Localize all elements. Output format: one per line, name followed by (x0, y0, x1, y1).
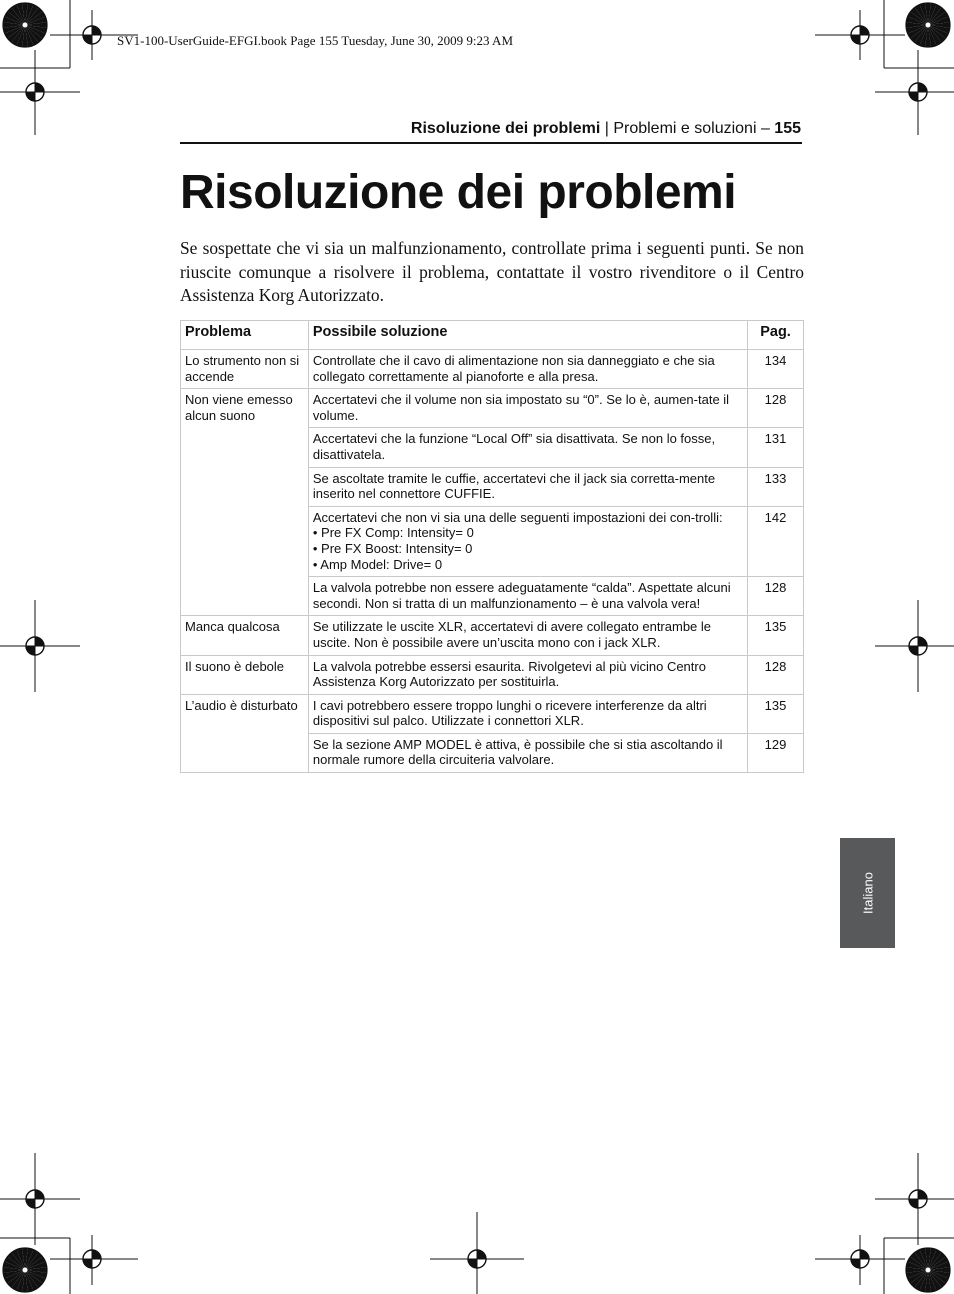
header-solution: Possibile soluzione (308, 321, 747, 350)
page-cell: 131 (748, 428, 804, 467)
solution-cell: Accertatevi che il volume non sia impostato su “0”. Se lo è, aumen-tate il volume. (308, 389, 747, 428)
language-tab-label: Italiano (860, 872, 875, 914)
book-file-info: SV1-100-UserGuide-EFGI.book Page 155 Tuesday, June 30, 2009 9:23 AM (117, 33, 514, 48)
language-tab (840, 838, 895, 948)
setting-bullet: • Amp Model: Drive= 0 (312, 556, 443, 572)
page-cell: 133 (748, 467, 804, 506)
table-row (181, 655, 804, 694)
troubleshooting-table (180, 320, 804, 773)
table-row (181, 616, 804, 655)
page-number: 155 (774, 120, 801, 137)
header-problem: Problema (181, 321, 309, 350)
solution-cell (308, 506, 747, 576)
setting-bullet: • Pre FX Boost: Intensity= 0 (312, 540, 473, 556)
solution-cell: Se ascoltate tramite le cuffie, accertatevi che il jack sia corretta-mente inserito nel connettore CUFFIE. (308, 467, 747, 506)
table-row (181, 389, 804, 428)
intro-paragraph: Se sospettate che vi sia un malfunzionamento, controllate prima i seguenti punti. Se non riuscite comunque a risolvere il problema, contattate il vostro rivenditore o il Centro Assistenza Korg Autorizzato. (180, 238, 804, 305)
page-cell: 128 (748, 389, 804, 428)
setting-bullet: • Pre FX Comp: Intensity= 0 (312, 525, 474, 541)
running-head-subsection: Problemi e soluzioni (613, 120, 757, 137)
page-cell: 135 (748, 616, 804, 655)
solution-cell: La valvola potrebbe non essere adeguatamente “calda”. Aspettate alcuni secondi. Non si tratta di un malfunzionamento – è una valvola vera! (308, 577, 747, 616)
solution-text: Accertatevi che non vi sia una delle seguenti impostazioni dei con-trolli: (312, 509, 723, 525)
page-cell: 128 (748, 655, 804, 694)
solution-cell: La valvola potrebbe essersi esaurita. Rivolgetevi al più vicino Centro Assistenza Korg Autorizzato per sostituirla. (308, 655, 747, 694)
solution-cell: Controllate che il cavo di alimentazione non sia danneggiato e che sia collegato correttamente al pianoforte e alla presa. (308, 350, 747, 389)
header-page: Pag. (748, 321, 804, 350)
table-header-row (181, 321, 804, 350)
header-rule (180, 142, 802, 144)
solution-cell: Se utilizzate le uscite XLR, accertatevi di avere collegato entrambe le uscite. Non è possibile avere un’uscita mono con i jack XLR. (308, 616, 747, 655)
problem-cell: Il suono è debole (181, 655, 309, 694)
problem-cell: L’audio è disturbato (181, 694, 309, 772)
running-head (411, 120, 801, 138)
problem-cell: Lo strumento non si accende (181, 350, 309, 389)
problem-cell: Manca qualcosa (181, 616, 309, 655)
page-title: Risoluzione dei problemi (180, 166, 737, 219)
table-row (181, 350, 804, 389)
running-head-section: Risoluzione dei problemi (410, 120, 601, 137)
solution-cell: Accertatevi che la funzione “Local Off” sia disattivata. Se non lo fosse, disattivatela. (308, 428, 747, 467)
problem-cell: Non viene emesso alcun suono (181, 389, 309, 616)
running-head-separator: | (600, 120, 614, 137)
running-head-dash: – (756, 120, 775, 137)
table-row (181, 694, 804, 733)
page-cell: 134 (748, 350, 804, 389)
solution-cell: Se la sezione AMP MODEL è attiva, è possibile che si stia ascoltando il normale rumore della circuiteria valvolare. (308, 733, 747, 772)
page-cell: 128 (748, 577, 804, 616)
page-cell: 142 (748, 506, 804, 576)
page-cell: 135 (748, 694, 804, 733)
solution-cell: I cavi potrebbero essere troppo lunghi o ricevere interferenze da altri dispositivi sul palco. Utilizzate i connettori XLR. (308, 694, 747, 733)
page-cell: 129 (748, 733, 804, 772)
